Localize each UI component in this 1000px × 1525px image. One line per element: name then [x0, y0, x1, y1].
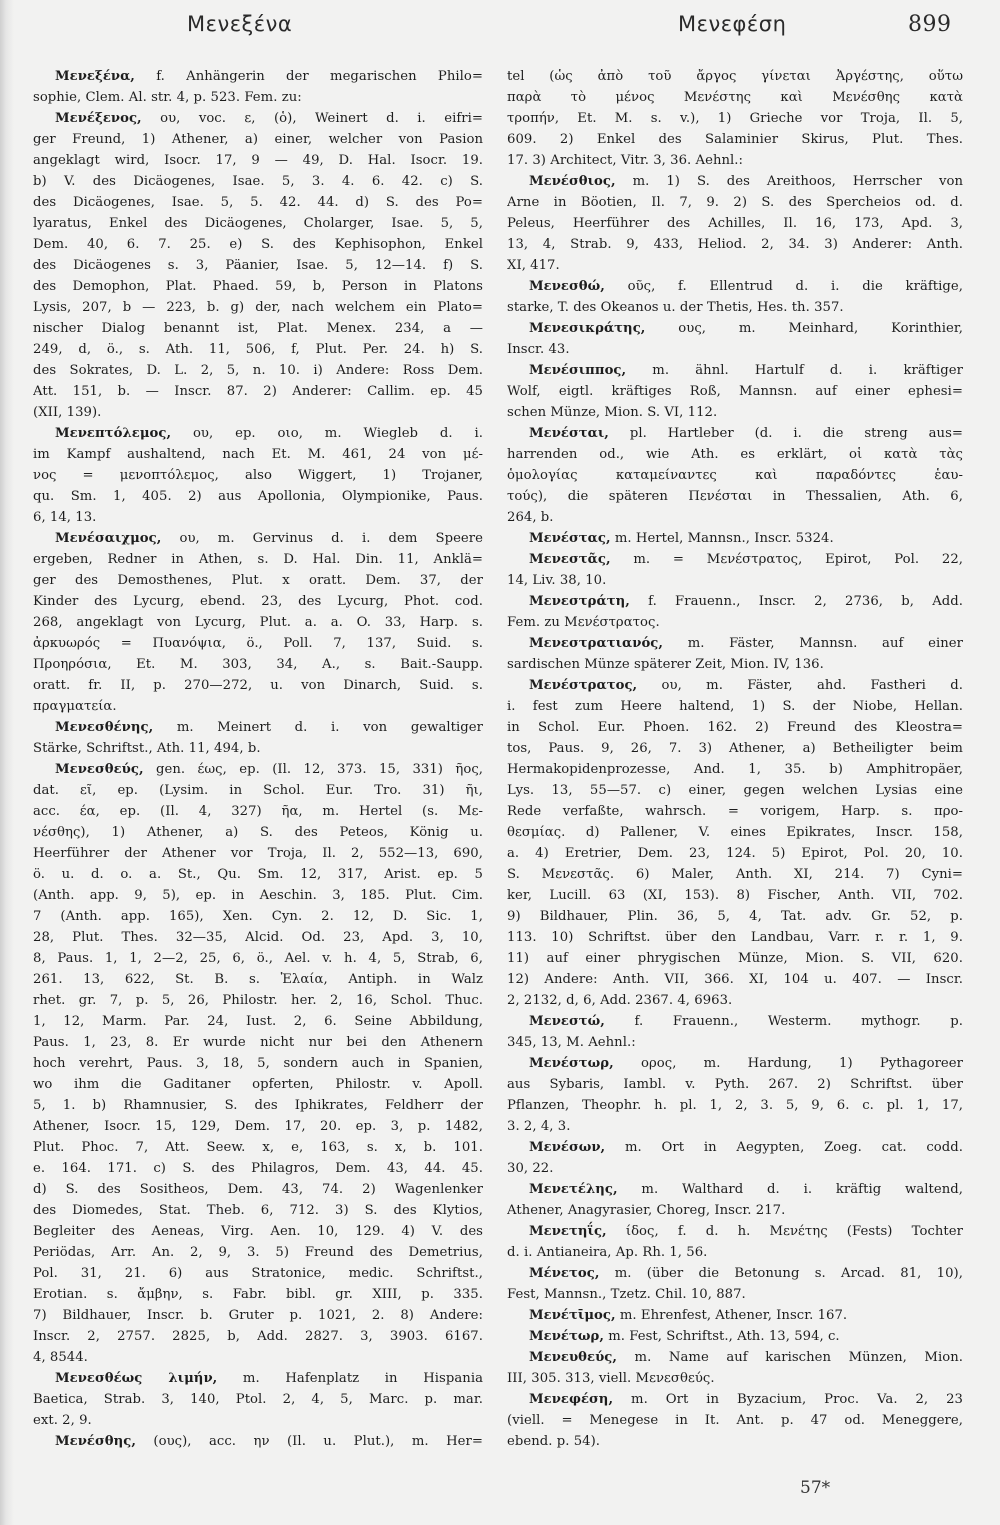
entry-line: [33, 549, 483, 570]
entry-line: [33, 675, 483, 696]
headword: Μενέξενος,: [55, 111, 142, 126]
headword: Μενεσθέως λιμήν,: [55, 1371, 218, 1386]
entry-line: [507, 87, 963, 108]
entry-text: 17. 3) Architect, Vitr. 3, 36. Aehnl.:: [507, 153, 744, 168]
headword: Μενέσθιος,: [529, 174, 616, 189]
entry-line: [33, 318, 483, 339]
entry-text: (Anth. app. 9, 5), ep. in Aeschin. 3, 185. Plut. Cim.: [33, 888, 483, 903]
entry-line: [507, 696, 963, 717]
headword: Μενέσθης,: [55, 1434, 136, 1449]
entry-text: Peleus, Heerführer des Achilles, Il. 16, 173, Apd. 3,: [507, 216, 963, 231]
entry-line-headword: [33, 108, 483, 129]
entry-text: ger des Demosthenes, Plut. x oratt. Dem. 37, der: [33, 573, 483, 588]
entry-line: [33, 255, 483, 276]
entry-text: Athener, Isocr. 15, 129, Dem. 17, 20. ep. 3, p. 1482,: [33, 1119, 483, 1134]
entry-text: Att. 151, b. — Inscr. 87. 2) Anderer: Callim. ep. 45: [33, 384, 483, 399]
entry-line: [507, 465, 963, 486]
entry-line: [33, 612, 483, 633]
headword: Μενευθεύς,: [529, 1350, 618, 1365]
entry-text: 4, 8544.: [33, 1350, 88, 1365]
entry-line-headword: [507, 1326, 963, 1347]
entry-text: schen Münze, Mion. S. VI, 112.: [507, 405, 718, 420]
entry-line: [33, 801, 483, 822]
entry-text: ker, Lucill. 63 (XI, 153). 8) Fischer, Anth. VII, 702.: [507, 888, 963, 903]
entry-line: [33, 1158, 483, 1179]
entry-text: 113. 10) Schriftst. über den Landbau, Varr. r. r. 1, 9.: [507, 930, 963, 945]
entry-text: nischer Dialog benannt ist, Plat. Menex. 234, a —: [33, 321, 483, 336]
entry-text: πραγματεία.: [33, 699, 117, 714]
entry-line: [507, 507, 963, 528]
entry-text: Pol. 31, 21. 6) aus Stratonice, medic. Schriftst.,: [33, 1266, 483, 1281]
entry-line: [33, 381, 483, 402]
entry-line-headword: [33, 759, 483, 780]
entry-text: aus Sybaris, Iambl. v. Pyth. 267. 2) Schriftst. über: [507, 1077, 963, 1092]
entry-text: 28, Plut. Thes. 32—35, Alcid. Od. 23, Apd. 3, 10,: [33, 930, 483, 945]
entry-text: m. Hertel, Mannsn., Inscr. 5324.: [610, 531, 834, 546]
entry-line: [507, 1074, 963, 1095]
entry-text: acc. έα, ep. (Il. 4, 327) ῆα, m. Hertel (s. Με-: [33, 804, 483, 819]
entry-text: m. Name auf karischen Münzen, Mion.: [617, 1350, 963, 1365]
entry-line: [33, 864, 483, 885]
entry-text: ου, m. Gervinus d. i. dem Speere: [161, 531, 483, 546]
entry-text: oratt. fr. II, p. 270—272, u. von Dinarch, Suid. s.: [33, 678, 483, 693]
entry-text: m. Hafenplatz in Hispania: [217, 1371, 483, 1386]
entry-line: [33, 465, 483, 486]
entry-line: [33, 1116, 483, 1137]
entry-line: [33, 192, 483, 213]
entry-text: Pflanzen, Theophr. h. pl. 1, 2, 3. 5, 9, 6. c. pl. 1, 17,: [507, 1098, 963, 1113]
entry-line-headword: [33, 66, 483, 87]
entry-text: tel (ὡς ἀπὸ τοῦ ἄργος γίνεται Ἀργέστης, οὕτω: [507, 69, 963, 84]
entry-text: des Sokrates, D. L. 2, 5, n. 10. i) Andere: Ross Dem.: [33, 363, 483, 378]
entry-line: [507, 738, 963, 759]
entry-line: [33, 1242, 483, 1263]
entry-line: [33, 1305, 483, 1326]
headword: Μενετέλης,: [529, 1182, 618, 1197]
entry-text: 14, Liv. 38, 10.: [507, 573, 607, 588]
entry-text: ου, voc. ε, (ὁ), Weinert d. i. eifri=: [141, 111, 483, 126]
entry-text: d) S. des Sositheos, Dem. 43, 74. 2) Wagenlenker: [33, 1182, 483, 1197]
entry-text: οῦς, f. Ellentrud d. i. die kräftige,: [604, 279, 963, 294]
entry-line: [33, 990, 483, 1011]
entry-line: [507, 906, 963, 927]
entry-line-headword: [507, 1179, 963, 1200]
entry-text: (viell. = Menegese in It. Ant. p. 47 od. Meneggere,: [507, 1413, 963, 1428]
entry-text: f. Frauenn., Inscr. 2, 2736, b, Add.: [629, 594, 963, 609]
entry-line: [33, 1200, 483, 1221]
right-column: [507, 66, 963, 1452]
entry-line: [33, 1137, 483, 1158]
entry-text: des Demophon, Plat. Phaed. 59, b, Person in Platons: [33, 279, 483, 294]
entry-line: [33, 171, 483, 192]
headword: Μενεφέση,: [529, 1392, 614, 1407]
entry-line: [507, 654, 963, 675]
entry-text: m. Ehrenfest, Athener, Inscr. 167.: [615, 1308, 848, 1323]
entry-line: [507, 1284, 963, 1305]
entry-text: des Diomedes, Stat. Theb. 6, 712. 3) S. des Klytios,: [33, 1203, 483, 1218]
entry-text: Paus. 1, 23, 8. Er wurde nicht nur bei den Athenern: [33, 1035, 483, 1050]
entry-text: wo ihm die Gaditaner opferten, Philostr. v. Apoll.: [33, 1077, 483, 1092]
entry-text: Rede verfaßte, wahrsch. = vorigem, Harp. s. προ-: [507, 804, 963, 819]
entry-text: im Kampf aushaltend, nach Et. M. 461, 24 von μέ-: [33, 447, 483, 462]
entry-line: [33, 276, 483, 297]
entry-line: [33, 906, 483, 927]
entry-text: ίδος, f. d. h. Μενέτης (Fests) Tochter: [606, 1224, 963, 1239]
entry-line: [507, 969, 963, 990]
entry-text: Lys. 13, 55—57. c) einer, gegen welchen Lysias eine: [507, 783, 963, 798]
entry-text: 261. 13, 622, St. B. s. Ἐλαία, Antiph. in Walz: [33, 972, 483, 987]
entry-text: νος = μενοπτόλεμος, also Wiggert, 1) Trojaner,: [33, 468, 483, 483]
entry-line-headword: [33, 528, 483, 549]
entry-line: [33, 150, 483, 171]
entry-line: [507, 717, 963, 738]
left-column: [33, 66, 483, 1452]
entry-line-headword: [507, 276, 963, 297]
entry-text: sophie, Clem. Al. str. 4, p. 523. Fem. zu:: [33, 90, 302, 105]
entry-text: 249, d, ö., s. Ath. 11, 506, f, Plut. Per. 24. h) S.: [33, 342, 483, 357]
entry-line: [507, 1368, 963, 1389]
entry-line: [507, 1158, 963, 1179]
entry-text: Lysis, 207, b — 223, b. g) der, nach welchem ein Plato=: [33, 300, 483, 315]
entry-text: Dem. 40, 6. 7. 25. e) S. des Kephisophon, Enkel: [33, 237, 483, 252]
entry-line-headword: [507, 171, 963, 192]
entry-text: Plut. Phoc. 7, Att. Seew. x, e, 163, s. x, b. 101.: [33, 1140, 483, 1155]
entry-text: m. Walthard d. i. kräftig waltend,: [617, 1182, 963, 1197]
entry-line: [33, 1326, 483, 1347]
entry-text: 609. 2) Enkel des Salaminier Skirus, Plut. Thes.: [507, 132, 963, 147]
entry-line: [507, 822, 963, 843]
entry-line: [507, 927, 963, 948]
entry-line: [507, 1032, 963, 1053]
page-number: 899: [908, 12, 952, 37]
entry-text: S. Μενεστᾶς. 6) Maler, Anth. XI, 214. 7) Cyni=: [507, 867, 963, 882]
entry-line-headword: [507, 1389, 963, 1410]
headword: Μενεξένα,: [55, 69, 135, 84]
entry-text: m. Ort in Byzacium, Proc. Va. 2, 23: [613, 1392, 963, 1407]
entry-line: [507, 66, 963, 87]
headword: Μενεστώ,: [529, 1014, 605, 1029]
entry-text: tos, Paus. 9, 26, 7. 3) Athener, a) Betheiligter beim: [507, 741, 963, 756]
entry-line: [507, 255, 963, 276]
entry-line: [33, 234, 483, 255]
entry-line-headword: [507, 1137, 963, 1158]
entry-line: [507, 402, 963, 423]
left-guide-word: Μενεξένα: [187, 12, 293, 36]
entry-text: i. fest zum Heere haltend, 1) S. der Niobe, Hellan.: [507, 699, 963, 714]
entry-text: Προηρόσια, Et. M. 303, 34, A., s. Bait.-Saupp.: [33, 657, 483, 672]
entry-text: Begleiter des Aeneas, Virg. Aen. 10, 129. 4) V. des: [33, 1224, 483, 1239]
entry-text: angeklagt wird, Isocr. 17, 9 — 49, D. Hal. Isocr. 19.: [33, 153, 483, 168]
entry-line: [507, 486, 963, 507]
entry-line: [507, 759, 963, 780]
entry-line: [33, 1389, 483, 1410]
entry-line-headword: [507, 549, 963, 570]
entry-text: ὁμολογίας καταμείναντες καὶ παραδόντες ἑαυ-: [507, 468, 963, 483]
entry-text: ger Freund, 1) Athener, a) einer, welcher von Pasion: [33, 132, 483, 147]
entry-text: m. Fäster, Mannsn. auf einer: [663, 636, 963, 651]
entry-line: [507, 297, 963, 318]
entry-line: [33, 969, 483, 990]
entry-line-headword: [507, 1263, 963, 1284]
entry-text: m. = Μενέστρατος, Epirot, Pol. 22,: [610, 552, 963, 567]
headword: Μενέστας,: [529, 531, 611, 546]
headword: Μένετος,: [529, 1266, 600, 1281]
entry-text: ö. u. d. o. a. St., Qu. Sm. 12, 317, Arist. ep. 5: [33, 867, 483, 882]
entry-line-headword: [507, 1305, 963, 1326]
entry-line-headword: [507, 360, 963, 381]
entry-text: ους, m. Meinhard, Korinthier,: [645, 321, 963, 336]
entry-text: 5, 1. b) Rhamnusier, S. des Iphikrates, Feldherr der: [33, 1098, 483, 1113]
entry-text: θεσμίας. d) Pallener, V. eines Epikrates, Inscr. 158,: [507, 825, 963, 840]
entry-line: [33, 1179, 483, 1200]
entry-line-headword: [33, 423, 483, 444]
entry-text: hoch verehrt, Paus. 3, 18, 5, sondern auch in Spanien,: [33, 1056, 483, 1071]
entry-text: gen. έως, ep. (Il. 12, 373. 15, 331) ῆος,: [143, 762, 483, 777]
entry-line: [507, 885, 963, 906]
entry-line: [33, 444, 483, 465]
headword: Μενεπτόλεμος,: [55, 426, 172, 441]
entry-line: [33, 1053, 483, 1074]
entry-text: ergeben, Redner in Athen, s. D. Hal. Din. 11, Anklä=: [33, 552, 483, 567]
entry-text: Heerführer der Athener vor Troja, Il. 2, 552—13, 690,: [33, 846, 483, 861]
entry-text: Arne in Böotien, Il. 7, 9. 2) S. des Spercheios od. d.: [507, 195, 963, 210]
entry-text: 7) Bildhauer, Inscr. b. Gruter p. 1021, 2. 8) Andere:: [33, 1308, 483, 1323]
entry-line-headword: [507, 1347, 963, 1368]
headword: Μενέστωρ,: [529, 1056, 614, 1071]
entry-line: [507, 381, 963, 402]
headword: Μενέτῑμος,: [529, 1308, 616, 1323]
entry-line: [33, 507, 483, 528]
entry-text: starke, T. des Okeanos u. der Thetis, Hes. th. 357.: [507, 300, 844, 315]
entry-line: [33, 738, 483, 759]
entry-line-headword: [33, 1431, 483, 1452]
entry-text: Fest, Mannsn., Tzetz. Chil. 10, 887.: [507, 1287, 746, 1302]
entry-text: Kinder des Lycurg, ebend. 23, des Lycurg, Phot. cod.: [33, 594, 483, 609]
entry-line: [33, 927, 483, 948]
entry-text: harrenden od., wie Ath. es erklärt, οἱ κατὰ τὰς: [507, 447, 963, 462]
entry-text: ου, m. Fäster, ahd. Fastheri d.: [637, 678, 963, 693]
entry-text: Fem. zu Μενέστρατος.: [507, 615, 660, 630]
entry-text: m. Fest, Schriftst., Ath. 13, 594, c.: [603, 1329, 840, 1344]
entry-line: [33, 1074, 483, 1095]
entry-line: [507, 990, 963, 1011]
entry-line: [507, 1116, 963, 1137]
entry-text: 7 (Anth. app. 165), Xen. Cyn. 2. 12, D. Sic. 1,: [33, 909, 483, 924]
entry-line-headword: [507, 1011, 963, 1032]
entry-line: [507, 234, 963, 255]
entry-text: in Schol. Eur. Phoen. 162. 2) Freund des Kleostra=: [507, 720, 963, 735]
entry-line: [33, 486, 483, 507]
entry-line: [507, 843, 963, 864]
headword: Μενεσικράτης,: [529, 321, 646, 336]
entry-line: [33, 339, 483, 360]
entry-line: [507, 129, 963, 150]
headword: Μενεστᾶς,: [529, 552, 611, 567]
entry-text: τροπήν, Et. M. s. v.), 1) Grieche vor Troja, Il. 5,: [507, 111, 963, 126]
entry-line: [33, 1347, 483, 1368]
entry-text: Erotian. s. ἄμβην, s. Fabr. bibl. gr. XIII, p. 335.: [33, 1287, 483, 1302]
entry-text: Athener, Anagyrasier, Choreg, Inscr. 217.: [507, 1203, 786, 1218]
entry-text: 345, 13, M. Aehnl.:: [507, 1035, 636, 1050]
entry-text: pl. Hartleber (d. i. die streng aus=: [608, 426, 963, 441]
right-guide-word: Μενεφέση: [678, 12, 787, 36]
entry-line: [33, 360, 483, 381]
entry-line: [33, 696, 483, 717]
entry-text: τούς), die späteren Πενέσται in Thessalien, Ath. 6,: [507, 489, 963, 504]
entry-line: [507, 612, 963, 633]
headword: Μενέσων,: [529, 1140, 606, 1155]
entry-line-headword: [507, 1053, 963, 1074]
entry-text: Inscr. 2, 2757. 2825, b, Add. 2827. 3, 3903. 6167.: [33, 1329, 483, 1344]
headword: Μενεσθώ,: [529, 279, 605, 294]
entry-line: [507, 1200, 963, 1221]
entry-line-headword: [507, 318, 963, 339]
entry-line: [33, 885, 483, 906]
entry-line: [33, 591, 483, 612]
entry-line-headword: [507, 1221, 963, 1242]
entry-text: 9) Bildhauer, Plin. 36, 5, 4, Tat. adv. Gr. 52, p.: [507, 909, 963, 924]
entry-line-headword: [507, 675, 963, 696]
entry-line: [33, 570, 483, 591]
entry-text: παρὰ τὸ μένος Μενέστης καὶ Μενέσθης κατὰ: [507, 90, 963, 105]
entry-line: [507, 213, 963, 234]
entry-line: [33, 402, 483, 423]
entry-line: [507, 1095, 963, 1116]
entry-line-headword: [507, 423, 963, 444]
headword: Μενέτωρ,: [529, 1329, 604, 1344]
entry-text: Stärke, Schriftst., Ath. 11, 494, b.: [33, 741, 261, 756]
entry-text: 3. 2, 4, 3.: [507, 1119, 571, 1134]
entry-text: m. Ort in Aegypten, Zoeg. cat. codd.: [605, 1140, 963, 1155]
entry-line: [33, 1032, 483, 1053]
entry-text: (XII, 139).: [33, 405, 102, 420]
entry-line-headword: [507, 591, 963, 612]
entry-line: [33, 843, 483, 864]
entry-text: Baetica, Strab. 3, 140, Ptol. 2, 4, 5, Marc. p. mar.: [33, 1392, 483, 1407]
entry-text: rhet. gr. 7, p. 5, 26, Philostr. her. 2, 16, Schol. Thuc.: [33, 993, 483, 1008]
entry-line: [33, 1095, 483, 1116]
entry-line: [33, 633, 483, 654]
headword: Μενέσαιχμος,: [55, 531, 162, 546]
entry-line: [33, 87, 483, 108]
entry-line-headword: [507, 633, 963, 654]
entry-text: 11) auf einer phrygischen Münze, Mion. S. VII, 620.: [507, 951, 963, 966]
entry-text: XI, 417.: [507, 258, 560, 273]
entry-line-headword: [33, 717, 483, 738]
entry-text: Inscr. 43.: [507, 342, 570, 357]
entry-text: 264, b.: [507, 510, 554, 525]
entry-line: [33, 129, 483, 150]
entry-text: a. 4) Eretrier, Dem. 23, 124. 5) Epirot, Pol. 20, 10.: [507, 846, 963, 861]
entry-text: qu. Sm. 1, 405. 2) aus Apollonia, Olympionike, Paus.: [33, 489, 483, 504]
entry-text: νέσθης), 1) Athener, a) S. des Peteos, König u.: [33, 825, 483, 840]
headword: Μενεστρατιανός,: [529, 636, 664, 651]
entry-text: ορος, m. Hardung, 1) Pythagoreer: [613, 1056, 963, 1071]
entry-line: [33, 948, 483, 969]
entry-line: [507, 1431, 963, 1452]
entry-line: [33, 1284, 483, 1305]
headword: Μενετηΐς,: [529, 1224, 607, 1239]
headword: Μενέσται,: [529, 426, 609, 441]
entry-line: [507, 339, 963, 360]
entry-text: b) V. des Dicäogenes, Isae. 5, 3. 4. 6. 42. c) S.: [33, 174, 483, 189]
entry-text: 12) Andere: Anth. VII, 366. XI, 104 u. 407. — Inscr.: [507, 972, 963, 987]
entry-text: 1, 12, Marm. Par. 24, Iust. 2, 6. Seine Abbildung,: [33, 1014, 483, 1029]
entry-line: [33, 1221, 483, 1242]
entry-text: dat. εῖ, ep. (Lysim. in Schol. Eur. Tro. 31) ῆι,: [33, 783, 483, 798]
entry-text: Hermakopidenprozesse, And. 1, 35. b) Amphitropäer,: [507, 762, 963, 777]
entry-line: [507, 192, 963, 213]
entry-text: 30, 22.: [507, 1161, 554, 1176]
entry-text: m. Meinert d. i. von gewaltiger: [153, 720, 483, 735]
entry-text: ἀρκυωρός = Πυανόψια, ö., Poll. 7, 137, Suid. s.: [33, 636, 483, 651]
entry-text: d. i. Antianeira, Ap. Rh. 1, 56.: [507, 1245, 708, 1260]
sheet-signature: 57*: [800, 1478, 831, 1498]
entry-line: [507, 444, 963, 465]
headword: Μενεσθένης,: [55, 720, 154, 735]
entry-line-headword: [33, 1368, 483, 1389]
entry-text: 6, 14, 13.: [33, 510, 97, 525]
entry-text: e. 164. 171. c) S. des Philagros, Dem. 43, 44. 45.: [33, 1161, 483, 1176]
entry-line: [33, 213, 483, 234]
entry-line: [33, 1011, 483, 1032]
entry-text: 8, Paus. 1, 1, 2—2, 25, 6, ö., Ael. v. h. 4, 5, Strab, 6,: [33, 951, 483, 966]
entry-text: f. Frauenn., Westerm. mythogr. p.: [604, 1014, 963, 1029]
entry-text: ebend. p. 54).: [507, 1434, 601, 1449]
entry-line: [507, 150, 963, 171]
entry-line-headword: [507, 528, 963, 549]
entry-line: [507, 801, 963, 822]
entry-line: [507, 1242, 963, 1263]
entry-text: lyaratus, Enkel des Dicäogenes, Cholarger, Isae. 5, 5,: [33, 216, 483, 231]
entry-text: f. Anhängerin der megarischen Philo=: [134, 69, 483, 84]
entry-text: 268, angeklagt von Lycurg, Plut. a. a. O. 33, Harp. s.: [33, 615, 483, 630]
entry-text: Wolf, eigtl. kräftiges Roß, Mannsn. auf einer ephesi=: [507, 384, 963, 399]
entry-line: [507, 780, 963, 801]
entry-line: [33, 1410, 483, 1431]
entry-line: [507, 108, 963, 129]
entry-line: [33, 297, 483, 318]
entry-line: [33, 780, 483, 801]
entry-text: 13, 4, Strab. 9, 433, Heliod. 2, 34. 3) Anderer: Anth.: [507, 237, 963, 252]
entry-text: Periödas, Arr. An. 2, 9, 3. 5) Freund des Demetrius,: [33, 1245, 483, 1260]
entry-text: ext. 2, 9.: [33, 1413, 92, 1428]
entry-text: III, 305. 313, viell. Μενεσθεύς.: [507, 1371, 715, 1386]
entry-text: m. (über die Betonung s. Arcad. 81, 10),: [599, 1266, 963, 1281]
entry-line: [33, 1263, 483, 1284]
headword: Μενεστράτη,: [529, 594, 630, 609]
entry-text: sardischen Münze späterer Zeit, Mion. IV, 136.: [507, 657, 824, 672]
entry-line: [507, 570, 963, 591]
entry-line: [507, 864, 963, 885]
entry-text: des Dicäogenes s. 3, Päanier, Isae. 5, 12—14. f) S.: [33, 258, 483, 273]
entry-text: des Dicäogenes, Isae. 5, 5. 42. 44. d) S. des Po=: [33, 195, 483, 210]
headword: Μενέστρατος,: [529, 678, 638, 693]
entry-line: [507, 1410, 963, 1431]
entry-text: ου, ep. οιο, m. Wiegleb d. i.: [171, 426, 483, 441]
headword: Μενεσθεύς,: [55, 762, 144, 777]
entry-line: [33, 654, 483, 675]
entry-text: 2, 2132, d, 6, Add. 2367. 4, 6963.: [507, 993, 733, 1008]
entry-text: (ους), acc. ην (Il. u. Plut.), m. Her=: [135, 1434, 483, 1449]
entry-line: [33, 822, 483, 843]
entry-text: m. 1) S. des Areithoos, Herrscher von: [615, 174, 963, 189]
entry-text: m. ähnl. Hartulf d. i. kräftiger: [626, 363, 963, 378]
headword: Μενέσιππος,: [529, 363, 627, 378]
entry-line: [507, 948, 963, 969]
